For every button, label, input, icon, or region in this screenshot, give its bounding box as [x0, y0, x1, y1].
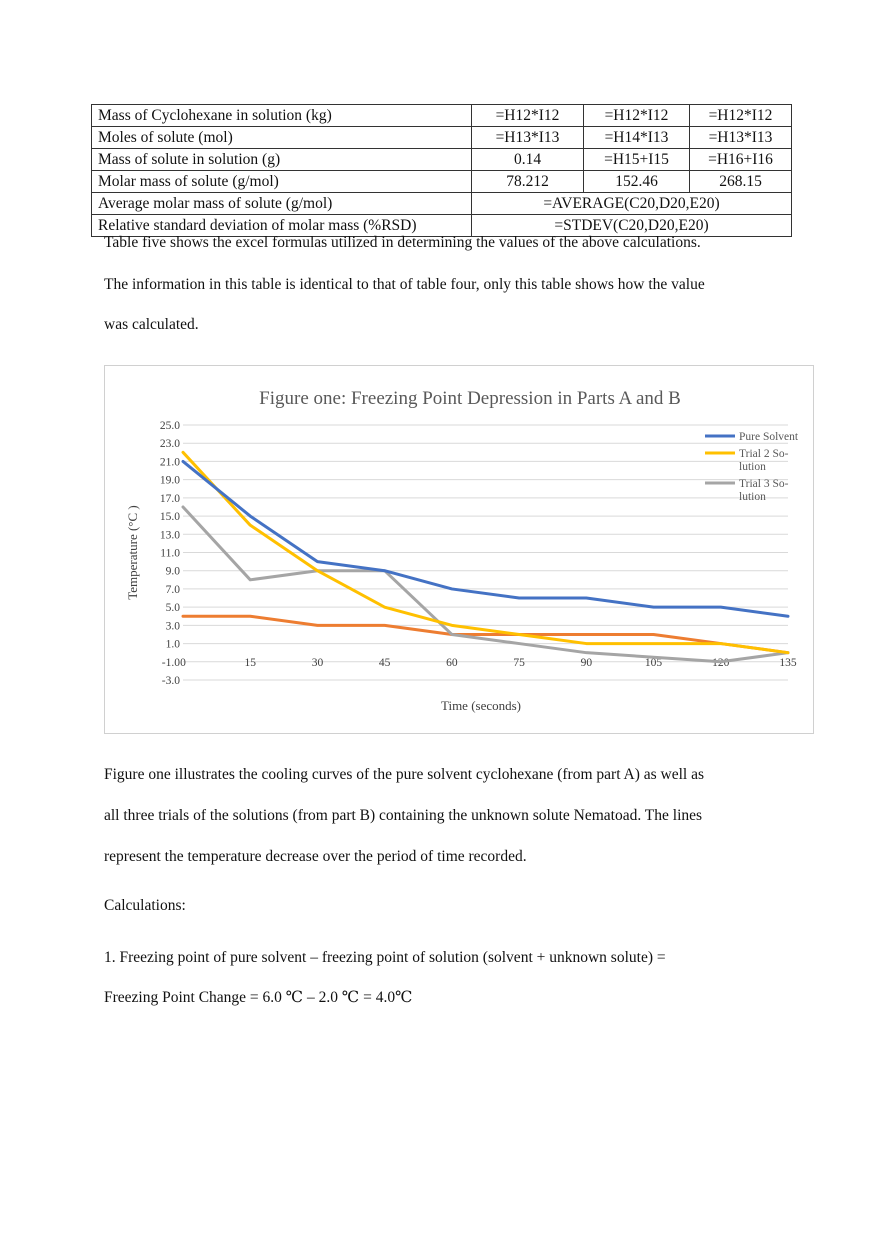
table-cell: 0.14	[472, 149, 584, 171]
table-row	[92, 127, 792, 149]
y-tick-label: -1.0	[161, 656, 180, 669]
row-label: Average molar mass of solute (g/mol)	[92, 193, 472, 215]
chart-figure-one	[104, 365, 814, 734]
row-label: Mass of Cyclohexane in solution (kg)	[92, 105, 472, 127]
x-tick-label: 120	[712, 656, 730, 669]
x-tick-label: 0	[180, 656, 186, 669]
legend-label: Trial 3 So-	[739, 478, 789, 490]
figure-description-line2: all three trials of the solutions (from part B) containing the unknown solute Nematoad. The lines	[104, 807, 703, 824]
table-cell: =H12*I12	[472, 105, 584, 127]
row-label: Relative standard deviation of molar mass (%RSD)	[92, 215, 472, 237]
y-tick-label: 11.0	[160, 547, 180, 560]
y-tick-label: 25.0	[159, 420, 180, 432]
y-tick-label: 1.0	[165, 638, 180, 651]
x-axis-label: Time (seconds)	[440, 698, 522, 713]
legend-label: lution	[739, 461, 766, 473]
x-tick-label: 45	[378, 656, 391, 669]
chart-title: Figure one: Freezing Point Depression in Parts A and B	[259, 388, 681, 409]
table-cell: =H14*I13	[584, 127, 690, 149]
x-tick-label: 135	[779, 656, 797, 669]
legend-label: Trial 2 So-	[739, 448, 789, 460]
table-cell: 78.212	[472, 171, 584, 193]
calculation-result: Freezing Point Change = 6.0 ℃ – 2.0 ℃ = 4.0℃	[104, 989, 413, 1006]
y-tick-label: 15.0	[159, 511, 180, 524]
y-tick-label: 13.0	[159, 529, 180, 542]
table-cell: 152.46	[584, 171, 690, 193]
x-tick-label: 60	[446, 656, 458, 669]
row-label: Molar mass of solute (g/mol)	[92, 171, 472, 193]
series-line-trial-3-solution	[183, 507, 788, 662]
y-tick-label: 19.0	[159, 474, 180, 487]
row-label: Mass of solute in solution (g)	[92, 149, 472, 171]
series-line-pure-solvent	[183, 461, 788, 616]
table-row	[92, 171, 792, 193]
table-cell: =H13*I13	[472, 127, 584, 149]
table-row	[92, 105, 792, 127]
y-tick-label: 17.0	[159, 492, 180, 505]
table-cell: =H16+I16	[690, 149, 792, 171]
paragraph-table-explanation-line2: was calculated.	[104, 316, 199, 333]
merged-cell: =STDEV(C20,D20,E20)	[472, 215, 792, 237]
figure-description-line3: represent the temperature decrease over the period of time recorded.	[104, 848, 527, 865]
formula-table	[91, 104, 792, 237]
table-row	[92, 149, 792, 171]
figure-description-line1: Figure one illustrates the cooling curves of the pure solvent cyclohexane (from part A) as well as	[104, 766, 705, 783]
table-cell: =H12*I12	[584, 105, 690, 127]
calculations-heading: Calculations:	[104, 897, 186, 914]
table-cell: =H12*I12	[690, 105, 792, 127]
y-tick-label: 9.0	[165, 565, 180, 578]
calculation-step-1: 1. Freezing point of pure solvent – freezing point of solution (solvent + unknown solute) =	[104, 949, 666, 966]
merged-cell: =AVERAGE(C20,D20,E20)	[472, 193, 792, 215]
table-cell: =H15+I15	[584, 149, 690, 171]
y-tick-label: -3.0	[161, 675, 180, 687]
x-tick-label: 90	[580, 656, 593, 669]
legend-label: Pure Solvent	[739, 431, 799, 443]
chart-svg	[105, 366, 813, 733]
row-label: Moles of solute (mol)	[92, 127, 472, 149]
table-cell: 268.15	[690, 171, 792, 193]
y-tick-label: 23.0	[159, 438, 180, 451]
table-row	[92, 193, 792, 215]
x-tick-label: 15	[244, 656, 256, 669]
legend-label: lution	[739, 491, 766, 503]
y-tick-label: 7.0	[165, 583, 180, 596]
table-cell: =H13*I13	[690, 127, 792, 149]
x-tick-label: 105	[644, 656, 663, 669]
series-line-trial-1-solution	[183, 616, 788, 652]
table-caption: Table five shows the excel formulas utilized in determining the values of the above calculations.	[104, 234, 701, 251]
y-tick-label: 3.0	[165, 620, 180, 633]
y-tick-label: 5.0	[165, 602, 180, 615]
y-axis-label: Temperature (°C )	[125, 505, 140, 600]
y-tick-label: 21.0	[159, 456, 180, 469]
x-tick-label: 75	[513, 656, 525, 669]
paragraph-table-explanation-line1: The information in this table is identical to that of table four, only this table shows how the value	[104, 276, 705, 293]
x-tick-label: 30	[311, 656, 324, 669]
